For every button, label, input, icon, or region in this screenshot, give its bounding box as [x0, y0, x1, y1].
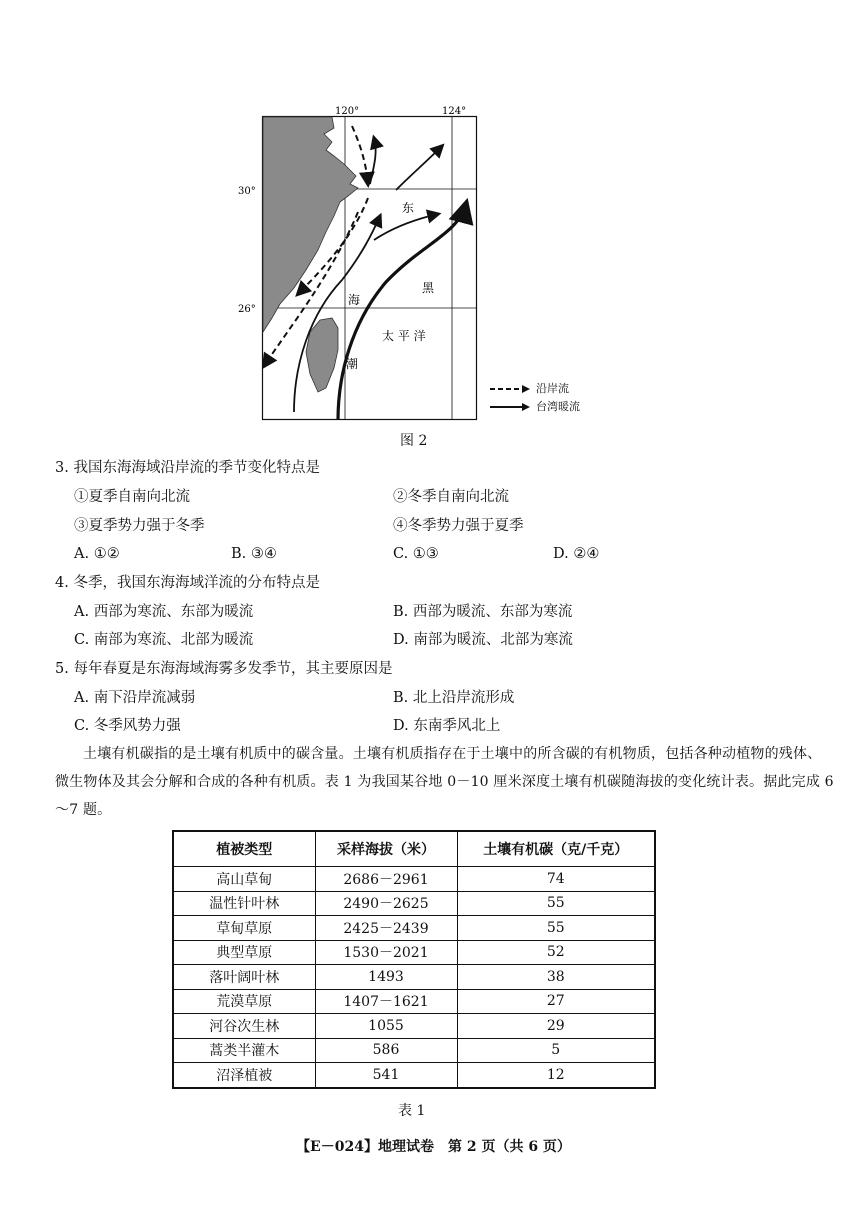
legend-item-coastal [490, 380, 580, 398]
label-hei: 黑 [422, 281, 435, 295]
lon-label-120: 120° [335, 106, 360, 117]
lat-label-30: 30° [238, 186, 256, 197]
table-cell: 27 [457, 989, 655, 1014]
option: D. ②④ [553, 546, 600, 562]
table-cell: 586 [315, 1038, 457, 1063]
option: D. 东南季风北上 [393, 718, 501, 734]
table-row [173, 940, 655, 965]
table-row [173, 1063, 655, 1088]
legend-label: 沿岸流 [536, 382, 569, 395]
label-chao: 潮 [346, 357, 359, 371]
map-legend [490, 380, 580, 416]
table-header: 采样海拔（米） [315, 831, 457, 867]
soil-carbon-table [172, 830, 656, 1089]
table-cell: 5 [457, 1038, 655, 1063]
table-caption: 表 1 [398, 1103, 426, 1119]
question-5-stem: 5. 每年春夏是东海海域海雾多发季节，其主要原因是 [55, 661, 393, 677]
page-footer: 【E－024】地理试卷 第 2 页（共 6 页） [296, 1139, 571, 1155]
label-pacific: 太 平 洋 [382, 329, 426, 343]
statement: ④冬季势力强于夏季 [393, 518, 524, 534]
statement: ②冬季自南向北流 [393, 489, 509, 505]
table-cell: 典型草原 [173, 940, 315, 965]
table-cell: 1407－1621 [315, 989, 457, 1014]
option: B. ③④ [231, 546, 277, 562]
option: A. ①② [74, 546, 120, 562]
option: C. 冬季风势力强 [74, 718, 181, 734]
lon-label-124: 124° [442, 106, 467, 117]
figure-caption: 图 2 [400, 433, 428, 449]
table-cell: 1493 [315, 965, 457, 990]
table-row [173, 867, 655, 892]
table-cell: 2490－2625 [315, 891, 457, 916]
question-4-stem: 4. 冬季，我国东海海域洋流的分布特点是 [55, 575, 320, 591]
table-cell: 55 [457, 891, 655, 916]
table-row [173, 965, 655, 990]
solid-arrow-icon [490, 402, 530, 412]
map-svg [238, 104, 477, 420]
table-cell: 草甸草原 [173, 916, 315, 941]
dashed-arrow-icon [490, 384, 530, 394]
table-row [173, 1038, 655, 1063]
table-row [173, 1014, 655, 1039]
table-cell: 55 [457, 916, 655, 941]
table-cell: 温性针叶林 [173, 891, 315, 916]
table-cell: 荒漠草原 [173, 989, 315, 1014]
table-cell: 高山草甸 [173, 867, 315, 892]
table-row [173, 989, 655, 1014]
legend-item-warm [490, 398, 580, 416]
table-row [173, 891, 655, 916]
option: D. 南部为暖流、北部为寒流 [393, 632, 573, 648]
legend-label: 台湾暖流 [536, 400, 580, 413]
table-cell: 52 [457, 940, 655, 965]
option: A. 西部为寒流、东部为暖流 [74, 604, 254, 620]
table-cell: 2425－2439 [315, 916, 457, 941]
statement: ①夏季自南向北流 [74, 489, 190, 505]
ocean-current-map [238, 104, 477, 420]
table-cell: 38 [457, 965, 655, 990]
label-hai: 海 [348, 293, 361, 307]
table-cell: 74 [457, 867, 655, 892]
table-cell: 29 [457, 1014, 655, 1039]
table-cell: 12 [457, 1063, 655, 1088]
statement: ③夏季势力强于冬季 [74, 518, 205, 534]
table-cell: 1530－2021 [315, 940, 457, 965]
table-cell: 蒿类半灌木 [173, 1038, 315, 1063]
option: B. 西部为暖流、东部为寒流 [393, 604, 573, 620]
table-cell: 2686－2961 [315, 867, 457, 892]
passage: 土壤有机碳指的是土壤有机质中的碳含量。土壤有机质指存在于土壤中的所含碳的有机物质，包括各种动植物的残体、微生物体及其会分解和合成的各种有机质。表 1 为我国某谷地 0－10 厘米深度土壤有机碳随海拔的变化统计表。据此完成 6～7 题。 [55, 746, 834, 818]
label-dong: 东 [402, 201, 415, 215]
table-header: 土壤有机碳（克/千克） [457, 831, 655, 867]
option: A. 南下沿岸流减弱 [74, 690, 196, 706]
table-cell: 沼泽植被 [173, 1063, 315, 1088]
table-row [173, 916, 655, 941]
table-cell: 河谷次生林 [173, 1014, 315, 1039]
table-cell: 541 [315, 1063, 457, 1088]
table-header-row [173, 831, 655, 867]
table-cell: 1055 [315, 1014, 457, 1039]
table-cell: 落叶阔叶林 [173, 965, 315, 990]
lat-label-26: 26° [238, 304, 256, 315]
option: C. ①③ [393, 546, 439, 562]
option: B. 北上沿岸流形成 [393, 690, 515, 706]
question-3-stem: 3. 我国东海海域沿岸流的季节变化特点是 [55, 460, 320, 476]
option: C. 南部为寒流、北部为暖流 [74, 632, 254, 648]
table-header: 植被类型 [173, 831, 315, 867]
